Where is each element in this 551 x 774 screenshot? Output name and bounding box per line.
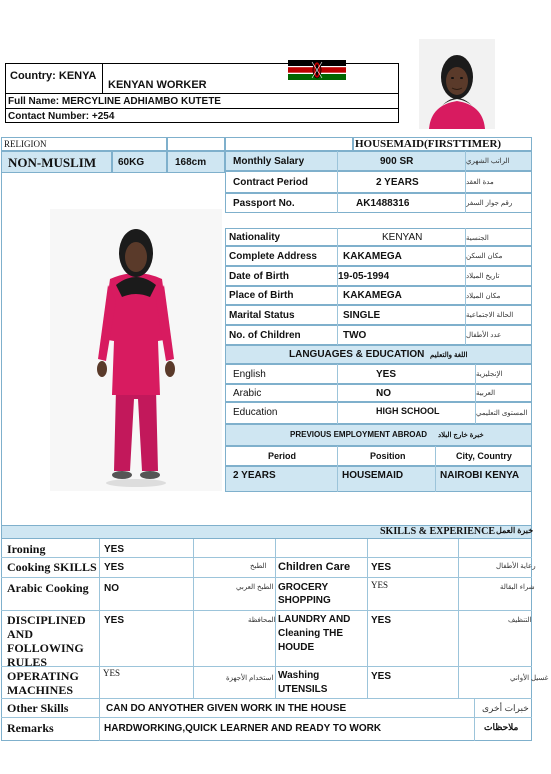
salary-value: 900 SR	[380, 155, 414, 167]
employment-city: NAIROBI KENYA	[440, 469, 520, 481]
education-value: HIGH SCHOOL	[376, 406, 440, 416]
skill-ironing-value: YES	[104, 544, 125, 555]
pob-value: KAKAMEGA	[343, 290, 402, 301]
skill-disciplined-label: DISCIPLINED AND FOLLOWING RULES	[7, 613, 86, 669]
passport-label: Passport No.	[233, 197, 295, 209]
nationality-label: Nationality	[229, 232, 281, 243]
skill-disciplined-value: YES	[104, 615, 125, 626]
worker-type: KENYAN WORKER	[108, 79, 207, 91]
skill-grocery-value: YES	[371, 580, 389, 590]
address-arabic: مكان السكن	[466, 253, 503, 260]
skills-title-arabic: خبرة العمل	[496, 526, 534, 535]
skill-cooking-value: YES	[104, 562, 125, 573]
arabic-lang-arabic: العربية	[476, 390, 496, 397]
contract-value: 2 YEARS	[376, 176, 419, 188]
contract-arabic: مدة العقد	[466, 179, 494, 186]
skill-washing-value: YES	[371, 671, 392, 682]
english-value: YES	[376, 368, 397, 380]
skill-arabic-cooking-value: NO	[104, 583, 119, 594]
skill-machines-label: OPERATING MACHINES	[7, 669, 79, 697]
english-label: English	[233, 368, 266, 380]
arabic-lang-value: NO	[376, 387, 391, 399]
nationality-arabic: الجنسية	[466, 234, 489, 242]
employment-header-city: City, Country	[456, 451, 512, 461]
children-arabic: عدد الأطفال	[466, 332, 502, 339]
country-label: Country: KENYA	[10, 70, 97, 82]
skill-grocery-arabic: شراء البقالة	[500, 584, 535, 591]
remarks-label: Remarks	[7, 721, 54, 735]
employment-header-period: Period	[268, 451, 297, 461]
skill-laundry-value: YES	[371, 615, 392, 626]
skill-washing-arabic: غسيل الأواني	[510, 675, 549, 682]
contact-number: Contact Number: +254	[8, 111, 115, 122]
employment-header-position: Position	[370, 451, 406, 461]
position-title: HOUSEMAID(FIRSTTIMER)	[355, 138, 502, 150]
skill-laundry-label: LAUNDRY AND Cleaning THE HOUDE	[278, 614, 351, 653]
height-value: 168cm	[175, 157, 207, 168]
passport-value: AK1488316	[356, 197, 410, 209]
english-arabic: الإنجليزية	[476, 371, 503, 378]
skill-machines-value: YES	[103, 668, 121, 678]
headshot-photo	[419, 39, 495, 129]
dob-value: 19-05-1994	[338, 270, 390, 282]
education-label: Education	[233, 406, 278, 418]
languages-title-arabic: اللغة والتعليم	[430, 351, 468, 359]
skill-arabic-cooking-arabic: الطبخ العربي	[236, 584, 274, 591]
dob-label: Date of Birth	[229, 270, 289, 282]
marital-arabic: الحالة الاجتماعية	[466, 312, 514, 319]
skill-children-care-arabic: رعاية الأطفال	[496, 563, 536, 570]
salary-label: Monthly Salary	[233, 155, 305, 167]
arabic-lang-label: Arabic	[233, 387, 262, 399]
employment-position: HOUSEMAID	[342, 469, 404, 481]
skills-title: SKILLS & EXPERIENCE	[380, 526, 496, 537]
dob-arabic: تاريخ الميلاد	[466, 273, 500, 280]
other-skills-label: Other Skills	[7, 701, 69, 715]
nationality-value: KENYAN	[382, 232, 423, 243]
skill-grocery-label: GROCERY SHOPPING	[278, 582, 331, 606]
contract-label: Contract Period	[233, 176, 309, 188]
address-value: KAKAMEGA	[343, 250, 402, 262]
religion-value: NON-MUSLIM	[8, 155, 97, 170]
passport-arabic: رقم جواز السفر	[466, 200, 513, 207]
skill-cooking-label: Cooking SKILLS	[7, 560, 97, 574]
other-skills-value: CAN DO ANYOTHER GIVEN WORK IN THE HOUSE	[106, 703, 347, 714]
skill-disciplined-arabic: المحافظة	[248, 617, 276, 624]
children-value: TWO	[343, 329, 367, 341]
skill-arabic-cooking-label: Arabic Cooking	[7, 581, 89, 595]
other-skills-arabic: خبرات أخرى	[482, 703, 529, 713]
salary-arabic: الراتب الشهري	[466, 158, 510, 165]
employment-title-arabic: خبرة خارج البلاد	[438, 431, 484, 439]
religion-label: RELIGION	[4, 139, 47, 149]
remarks-arabic: ملاحظات	[484, 722, 519, 732]
kenya-flag-icon	[288, 60, 346, 80]
skill-laundry-arabic: التنظيف	[508, 617, 532, 624]
education-arabic: المستوى التعليمي	[476, 410, 528, 417]
pob-arabic: مكان الميلاد	[466, 292, 501, 300]
skill-children-care-label: Children Care	[278, 561, 351, 573]
marital-value: SINGLE	[343, 309, 381, 321]
full-body-photo	[50, 209, 222, 491]
employment-period: 2 YEARS	[233, 469, 276, 481]
address-label: Complete Address	[229, 250, 317, 262]
marital-label: Marital Status	[229, 309, 295, 321]
skill-ironing-label: Ironing	[7, 542, 46, 556]
skill-cooking-arabic: الطبخ	[250, 563, 267, 570]
pob-label: Place of Birth	[229, 290, 294, 301]
skill-washing-label: Washing UTENSILS	[278, 670, 328, 695]
remarks-value: HARDWORKING,QUICK LEARNER AND READY TO WORK	[104, 723, 382, 734]
children-label: No. of Children	[229, 329, 301, 341]
skill-machines-arabic: استخدام الأجهزة	[226, 675, 274, 682]
full-name: Full Name: MERCYLINE ADHIAMBO KUTETE	[8, 96, 221, 107]
skill-children-care-value: YES	[371, 562, 392, 573]
languages-title: LANGUAGES & EDUCATION	[289, 349, 425, 360]
employment-title: PREVIOUS EMPLOYMENT ABROAD	[290, 430, 428, 439]
weight-value: 60KG	[118, 157, 145, 168]
